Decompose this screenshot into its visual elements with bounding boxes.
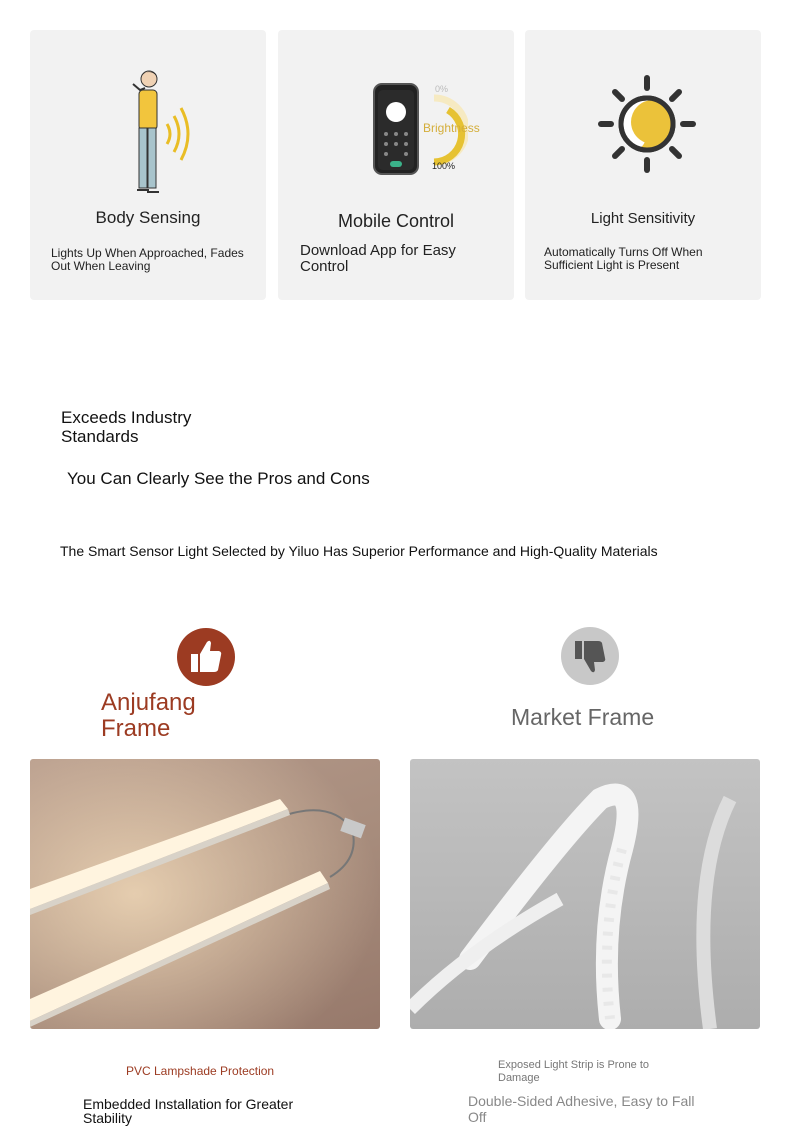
phone-app-icon	[372, 82, 422, 178]
section-tagline: The Smart Sensor Light Selected by Yiluo Has Superior Performance and High-Quality Materials	[60, 543, 658, 559]
brightness-max-label: 100%	[432, 161, 456, 171]
anjufang-frame-photo	[30, 759, 380, 1029]
bad-frame-title: Market Frame	[511, 704, 655, 730]
good-point-1: PVC Lampshade Protection	[126, 1064, 275, 1078]
feature-card-mobile-control	[278, 30, 514, 300]
good-point-2: Embedded Installation for Greater Stability	[83, 1096, 294, 1126]
market-frame-photo	[410, 759, 760, 1029]
brightness-min-label: 0%	[435, 84, 449, 94]
section-subheading: You Can Clearly See the Pros and Cons	[67, 469, 370, 488]
feature-description: Download App for Easy Control	[300, 242, 456, 275]
sun-icon	[595, 72, 699, 176]
feature-card-light-sensitivity	[525, 30, 761, 300]
feature-title: Light Sensitivity	[590, 210, 696, 227]
feature-description: Automatically Turns Off When Sufficient Light is Present	[544, 245, 703, 272]
section-heading: Exceeds Industry Standards	[61, 408, 192, 446]
feature-description: Lights Up When Approached, Fades Out When Leaving	[51, 246, 244, 273]
thumbs-up-icon	[176, 627, 236, 687]
person-sensor-icon	[125, 68, 205, 196]
bad-point-1: Exposed Light Strip is Prone to Damage	[498, 1059, 650, 1084]
feature-title: Mobile Control	[337, 211, 455, 231]
good-frame-title: Anjufang Frame	[101, 689, 196, 742]
brightness-label: Brightness	[423, 121, 480, 135]
thumbs-down-icon	[560, 626, 620, 686]
bad-point-2: Double-Sided Adhesive, Easy to Fall Off	[468, 1093, 695, 1125]
feature-title: Body Sensing	[95, 208, 201, 227]
feature-card-body-sensing	[30, 30, 266, 300]
